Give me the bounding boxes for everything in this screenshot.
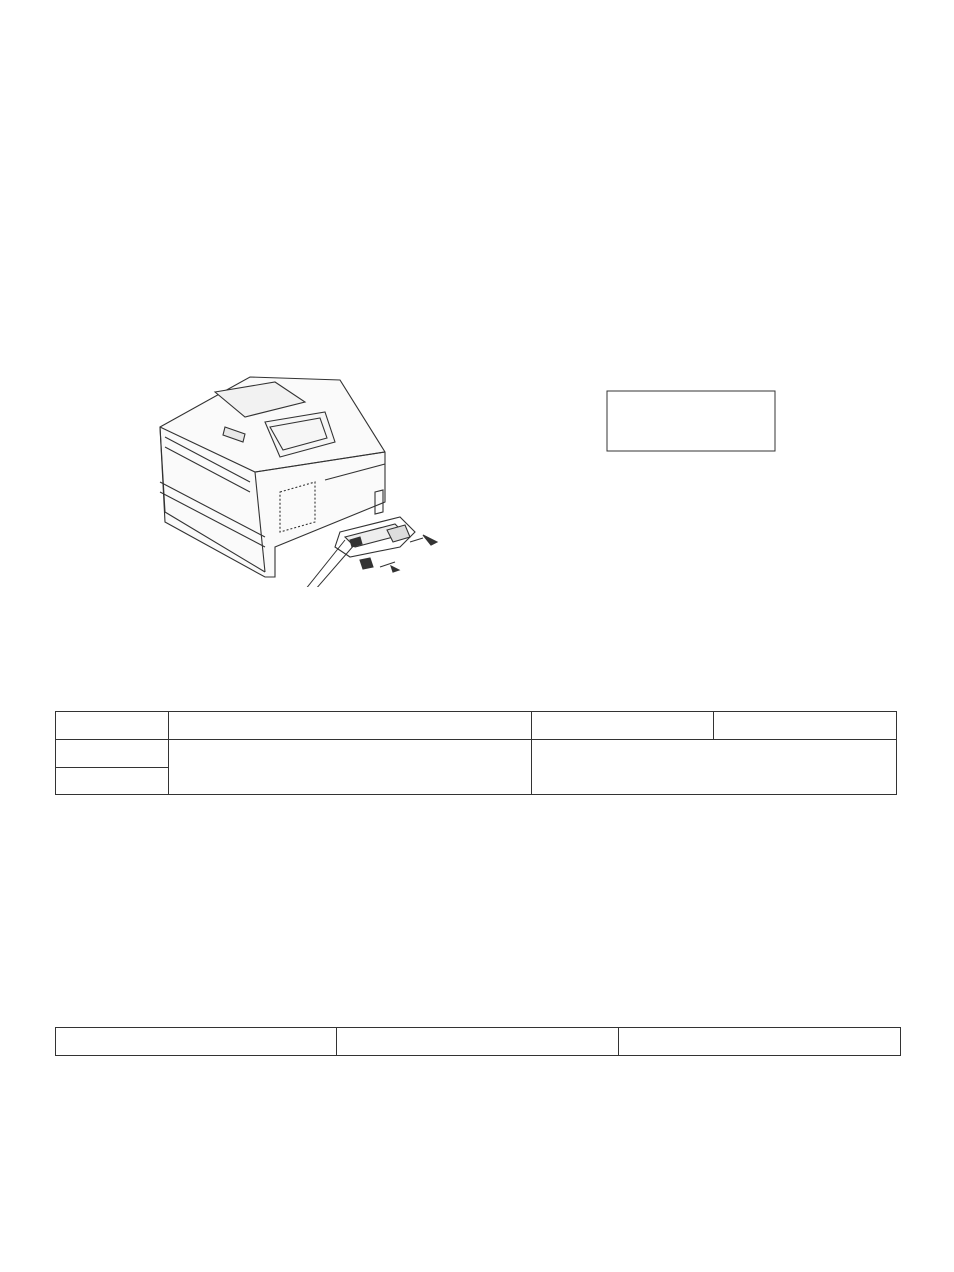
function-cell bbox=[169, 739, 532, 795]
switch-cell bbox=[56, 767, 169, 795]
header-cell bbox=[532, 712, 714, 740]
table-row bbox=[56, 739, 897, 767]
dipsw-table bbox=[55, 711, 897, 795]
header-cell bbox=[337, 1028, 619, 1056]
header-cell bbox=[714, 712, 897, 740]
table-header-row bbox=[56, 1028, 901, 1056]
table-header-row bbox=[56, 712, 897, 740]
merged-value-cell bbox=[532, 739, 897, 795]
dip-switch-body bbox=[607, 391, 775, 451]
header-cell bbox=[619, 1028, 901, 1056]
header-cell bbox=[56, 1028, 337, 1056]
header-cell bbox=[56, 712, 169, 740]
header-cell bbox=[169, 712, 532, 740]
baud-rate-table bbox=[55, 1027, 901, 1056]
switch-cell bbox=[56, 739, 169, 767]
dip-switch-diagram bbox=[550, 380, 790, 495]
printer-illustration bbox=[155, 372, 445, 587]
